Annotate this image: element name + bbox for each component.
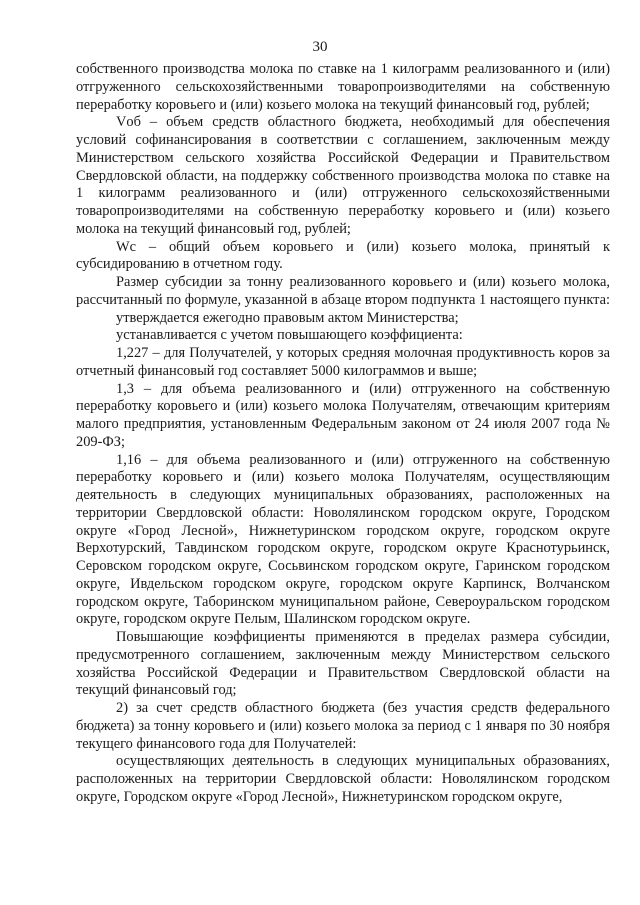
paragraph-7: 1,227 – для Получателей, у которых средняя молочная продуктивность коров за отчетный финансовый год составляет 5000 килограммов и выше;: [76, 345, 610, 379]
paragraph-3: Wс – общий объем коровьего и (или) козьего молока, принятый к субсидированию в отчетном году.: [76, 238, 610, 273]
paragraph-12: осуществляющих деятельность в следующих муниципальных образованиях, расположенных на территории Свердловской области: Новолялинском городском округе, Городском округе «Город Лесной», Нижнетуринском городском округе,: [76, 753, 610, 805]
page-number: 30: [312, 39, 328, 55]
paragraph-10: Повышающие коэффициенты применяются в пределах размера субсидии, предусмотренного соглашением, заключенным между Министерством сельского хозяйства Российской Федерации и Правительством Свердловской области на текущий финансовый год;: [76, 629, 610, 699]
paragraph-5: утверждается ежегодно правовым актом Министерства;: [116, 309, 459, 326]
paragraph-2: Vоб – объем средств областного бюджета, необходимый для обеспечения условий софинансирования в соответствии с соглашением, заключенным между Министерством сельского хозяйства Российской Федерации и Правительством Свердловской области, на поддержку собственного производства молока по ставке на 1 килограмм реализованного и (или) отгруженного сельскохозяйственными товаропроизводителями на собственную переработку коровьего и (или) козьего молока на текущий финансовый год, рублей;: [76, 114, 610, 237]
paragraph-6: устанавливается с учетом повышающего коэффициента:: [116, 327, 463, 344]
paragraph-8: 1,3 – для объема реализованного и (или) отгруженного на собственную переработку коровьего и (или) козьего молока Получателям, отвечающим критериям малого предприятия, установленным Федеральным законом от 24 июля 2007 года № 209-ФЗ;: [76, 380, 610, 450]
paragraph-9: 1,16 – для объема реализованного и (или) отгруженного на собственную переработку коровьего и (или) козьего молока Получателям, осуществляющим деятельность в следующих муниципальных образованиях, расположенных на территории Свердловской области: Новолялинском городском округе, Городском округе «Город Лесной», Нижнетуринском городском округе, городском округе Верхотурский, Тавдинском городском округе, городском округе Краснотурьинск, Серовском городском округе, Сосьвинском городском округе, Гаринском городском округе, Ивдельском городском округе, городском округе Карпинск, Волчанском городском округе, Таборинском муниципальном районе, Североуральском городском округе, городском округе Пелым, Шалинском городском округе.: [76, 451, 610, 628]
document-body: [76, 61, 610, 807]
paragraph-11: 2) за счет средств областного бюджета (без участия средств федерального бюджета) за тонну коровьего и (или) козьего молока за период с 1 января по 30 ноября текущего финансового года для Получателей:: [76, 700, 610, 752]
paragraph-1: собственного производства молока по ставке на 1 килограмм реализованного и (или) отгруженного сельскохозяйственными товаропроизводителями на собственную переработку коровьего и (или) козьего молока на текущий финансовый год, рублей;: [76, 61, 610, 113]
paragraph-4: Размер субсидии за тонну реализованного коровьего и (или) козьего молока, рассчитанный по формуле, указанной в абзаце втором подпункта 1 настоящего пункта:: [76, 274, 611, 308]
